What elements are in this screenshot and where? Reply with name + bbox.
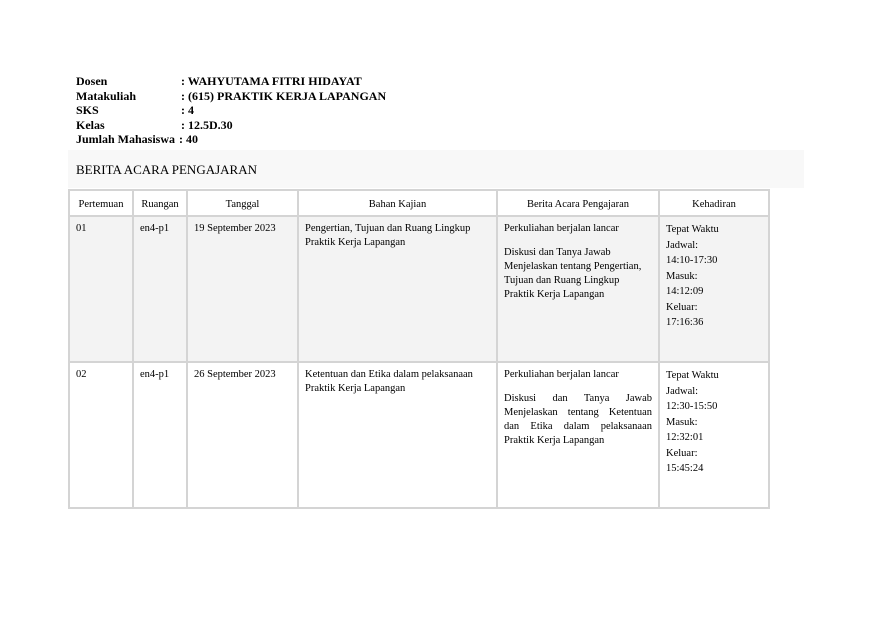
col-header-kehadiran: Kehadiran bbox=[659, 190, 769, 216]
ruangan-cell: en4-p1 bbox=[133, 216, 187, 362]
kelas-label: Kelas bbox=[76, 117, 105, 132]
col-header-tanggal: Tanggal bbox=[187, 190, 298, 216]
dosen-row bbox=[76, 74, 386, 89]
sks-row bbox=[76, 103, 386, 118]
berita-acara-cell bbox=[497, 216, 659, 362]
kehadiran-status: Tepat Waktu bbox=[666, 370, 719, 381]
tanggal-cell: 26 September 2023 bbox=[187, 362, 298, 508]
col-header-bahan-kajian: Bahan Kajian bbox=[298, 190, 497, 216]
masuk-value: 12:32:01 bbox=[666, 432, 704, 443]
jadwal-value: 12:30-15:50 bbox=[666, 401, 718, 412]
jumlah-label: Jumlah Mahasiswa bbox=[76, 132, 176, 147]
berita-summary: Perkuliahan berjalan lancar bbox=[504, 223, 619, 234]
jadwal-label: Jadwal: bbox=[666, 385, 699, 397]
col-header-ruangan: Ruangan bbox=[133, 190, 187, 216]
kehadiran-cell bbox=[659, 362, 769, 508]
section-title: BERITA ACARA PENGAJARAN bbox=[76, 162, 257, 177]
keluar-label: Keluar: bbox=[666, 447, 698, 459]
keluar-label: Keluar: bbox=[666, 301, 698, 313]
matakuliah-label: Matakuliah bbox=[76, 88, 137, 103]
berita-detail: Diskusi dan Tanya Jawab Menjelaskan tentang Ketentuan dan Etika dalam pelaksanaan Praktik Kerja Lapangan bbox=[504, 393, 652, 446]
sks-label: SKS bbox=[76, 103, 99, 118]
masuk-label: Masuk: bbox=[666, 270, 698, 282]
berita-detail: Diskusi dan Tanya Jawab Menjelaskan tentang Pengertian, Tujuan dan Ruang Lingkup Praktik Kerja Lapangan bbox=[504, 247, 642, 300]
bahan-kajian-cell: Pengertian, Tujuan dan Ruang Lingkup Praktik Kerja Lapangan bbox=[298, 216, 497, 362]
kelas-value: : 12.5D.30 bbox=[181, 117, 233, 132]
berita-summary: Perkuliahan berjalan lancar bbox=[504, 369, 619, 380]
matakuliah-value: : (615) PRAKTIK KERJA LAPANGAN bbox=[181, 88, 387, 103]
pertemuan-cell: 02 bbox=[69, 362, 133, 508]
dosen-label: Dosen bbox=[76, 74, 108, 88]
col-header-berita-acara: Berita Acara Pengajaran bbox=[497, 190, 659, 216]
table-row bbox=[69, 216, 769, 362]
keluar-value: 17:16:36 bbox=[666, 317, 704, 328]
table-row bbox=[69, 362, 769, 508]
keluar-value: 15:45:24 bbox=[666, 463, 704, 474]
dosen-value: : WAHYUTAMA FITRI HIDAYAT bbox=[181, 74, 362, 88]
berita-acara-cell bbox=[497, 362, 659, 508]
matakuliah-row bbox=[76, 89, 386, 104]
course-info bbox=[76, 74, 386, 147]
kehadiran-status: Tepat Waktu bbox=[666, 224, 719, 235]
jadwal-value: 14:10-17:30 bbox=[666, 255, 718, 266]
berita-acara-table bbox=[68, 189, 770, 509]
kehadiran-cell bbox=[659, 216, 769, 362]
sks-value: : 4 bbox=[181, 103, 194, 118]
pertemuan-cell: 01 bbox=[69, 216, 133, 362]
jumlah-value: : 40 bbox=[179, 132, 199, 147]
ruangan-cell: en4-p1 bbox=[133, 362, 187, 508]
masuk-value: 14:12:09 bbox=[666, 286, 704, 297]
jadwal-label: Jadwal: bbox=[666, 239, 699, 251]
col-header-pertemuan: Pertemuan bbox=[69, 190, 133, 216]
tanggal-cell: 19 September 2023 bbox=[187, 216, 298, 362]
bahan-kajian-cell: Ketentuan dan Etika dalam pelaksanaan Praktik Kerja Lapangan bbox=[298, 362, 497, 508]
kelas-row bbox=[76, 118, 386, 133]
table-header-row bbox=[69, 190, 769, 216]
masuk-label: Masuk: bbox=[666, 416, 698, 428]
jumlah-row bbox=[76, 132, 386, 147]
